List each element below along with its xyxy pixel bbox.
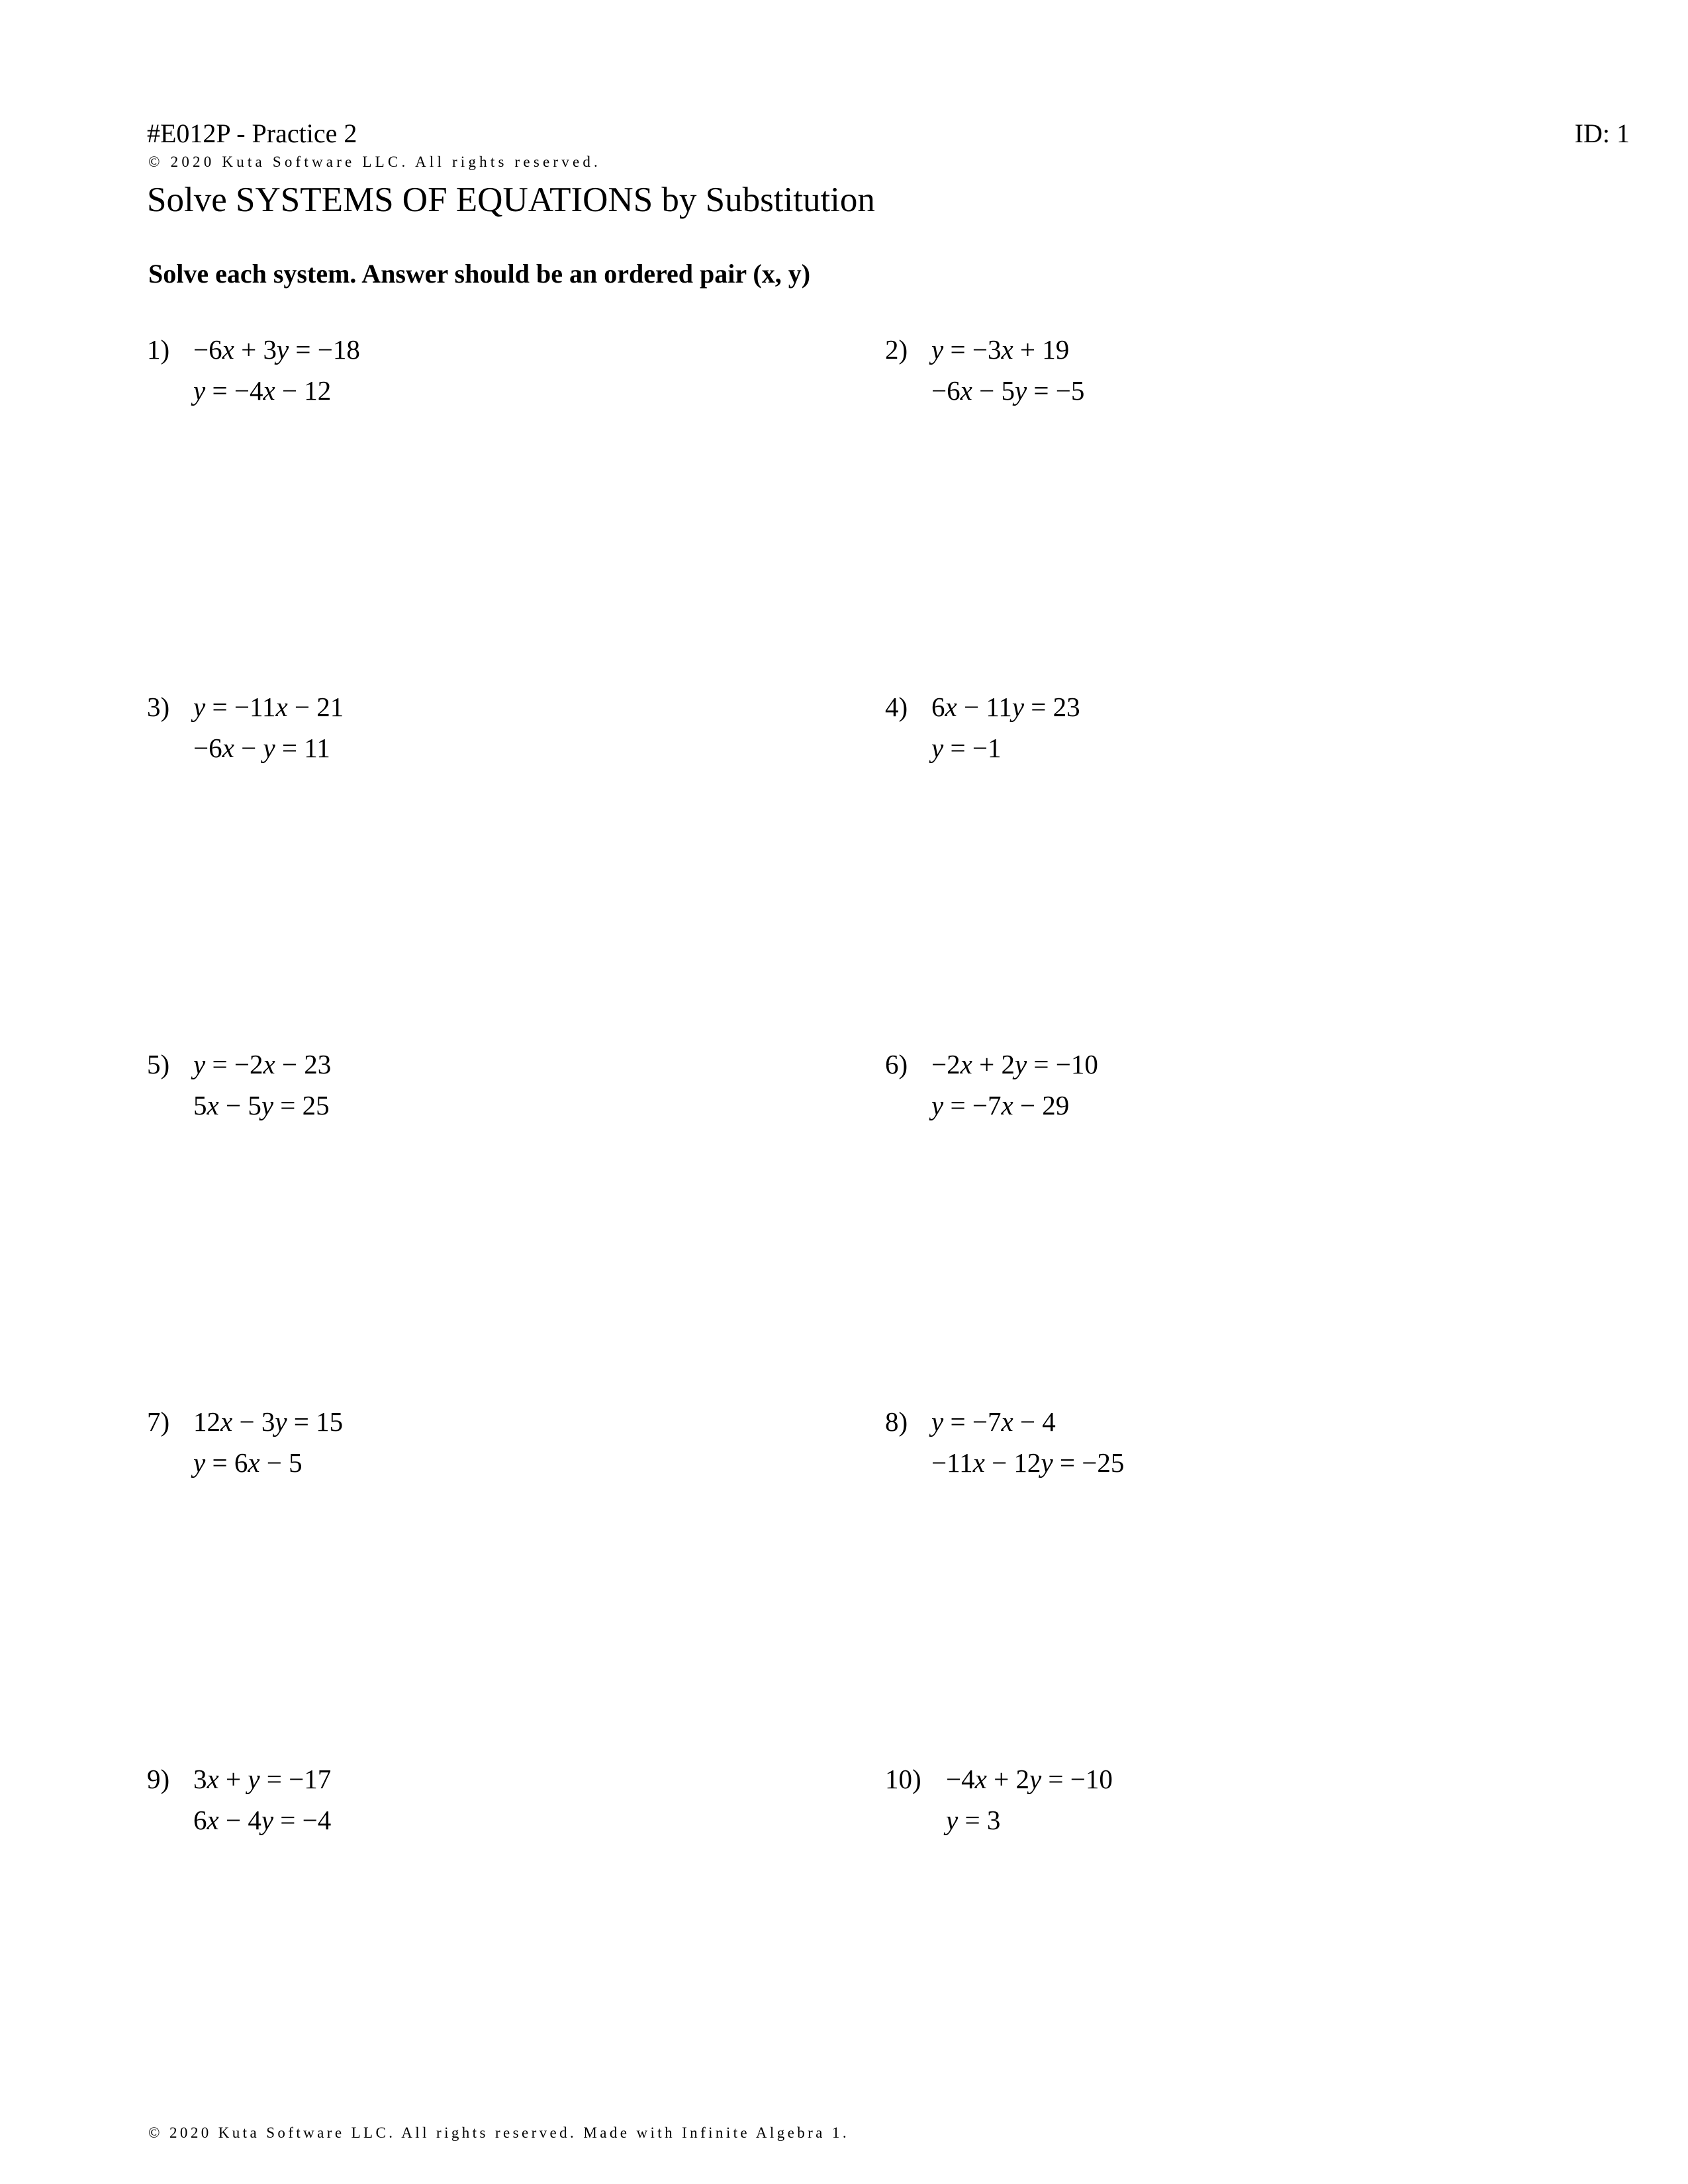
problem-item-1	[147, 329, 360, 411]
equation-line: y = −7x − 4	[931, 1406, 1056, 1437]
problem-item-10	[885, 1758, 1113, 1841]
problem-row	[0, 329, 1688, 686]
problem-row	[0, 1401, 1688, 1758]
worksheet-label: #E012P - Practice 2	[147, 118, 357, 148]
problem-number: 7)	[147, 1406, 170, 1437]
equation-line: 3x + y = −17	[193, 1764, 332, 1794]
problem-row	[0, 1758, 1688, 2036]
problem-number: 10)	[885, 1764, 921, 1794]
instructions-text: Solve each system. Answer should be an ordered pair (x, y)	[148, 259, 811, 289]
problem-equations	[926, 1044, 1098, 1126]
problem-row	[0, 1044, 1688, 1401]
equation-line: y = −1	[931, 733, 1002, 763]
problem-equations	[188, 1758, 331, 1841]
problem-equations	[188, 1044, 331, 1126]
problem-item-2	[885, 329, 1084, 411]
problem-number: 1)	[147, 334, 170, 365]
equation-line: y = −11x − 21	[193, 692, 344, 722]
problem-number: 3)	[147, 692, 170, 722]
problem-equations	[188, 329, 360, 411]
equation-line: −6x − y = 11	[193, 733, 330, 763]
equation-line: y = 6x − 5	[193, 1447, 303, 1478]
equation-line: −6x + 3y = −18	[193, 334, 360, 365]
problem-item-9	[147, 1758, 331, 1841]
equation-line: −6x − 5y = −5	[931, 375, 1085, 406]
equation-line: −4x + 2y = −10	[946, 1764, 1113, 1794]
equation-line: 12x − 3y = 15	[193, 1406, 344, 1437]
problem-equations	[941, 1758, 1113, 1841]
problem-number: 4)	[885, 692, 908, 722]
equation-line: −11x − 12y = −25	[931, 1447, 1125, 1478]
problem-item-7	[147, 1401, 343, 1483]
header-row	[147, 118, 1630, 149]
problems-grid	[0, 329, 1688, 2036]
problem-equations	[188, 686, 344, 768]
problem-equations	[188, 1401, 343, 1483]
problem-item-5	[147, 1044, 331, 1126]
problem-number: 5)	[147, 1049, 170, 1079]
equation-line: y = −2x − 23	[193, 1049, 332, 1079]
equation-line: y = 3	[946, 1805, 1001, 1835]
page-title: Solve SYSTEMS OF EQUATIONS by Substitution	[147, 181, 875, 219]
copyright-notice-top: © 2020 Kuta Software LLC. All rights reserved.	[148, 154, 602, 170]
equation-line: y = −3x + 19	[931, 334, 1070, 365]
equation-line: −2x + 2y = −10	[931, 1049, 1098, 1079]
footer-copyright: © 2020 Kuta Software LLC. All rights reserved. Made with Infinite Algebra 1.	[148, 2124, 849, 2141]
problem-item-4	[885, 686, 1080, 768]
worksheet-id: ID: 1	[1574, 118, 1630, 148]
problem-row	[0, 686, 1688, 1044]
problem-item-3	[147, 686, 344, 768]
problem-number: 2)	[885, 334, 908, 365]
problem-equations	[926, 1401, 1124, 1483]
equation-line: y = −4x − 12	[193, 375, 332, 406]
problem-number: 9)	[147, 1764, 170, 1794]
equation-line: 6x − 11y = 23	[931, 692, 1080, 722]
problem-item-6	[885, 1044, 1098, 1126]
problem-item-8	[885, 1401, 1124, 1483]
problem-number: 6)	[885, 1049, 908, 1079]
problem-equations	[926, 686, 1080, 768]
equation-line: y = −7x − 29	[931, 1090, 1070, 1120]
equation-line: 5x − 5y = 25	[193, 1090, 330, 1120]
equation-line: 6x − 4y = −4	[193, 1805, 332, 1835]
problem-number: 8)	[885, 1406, 908, 1437]
problem-equations	[926, 329, 1084, 411]
